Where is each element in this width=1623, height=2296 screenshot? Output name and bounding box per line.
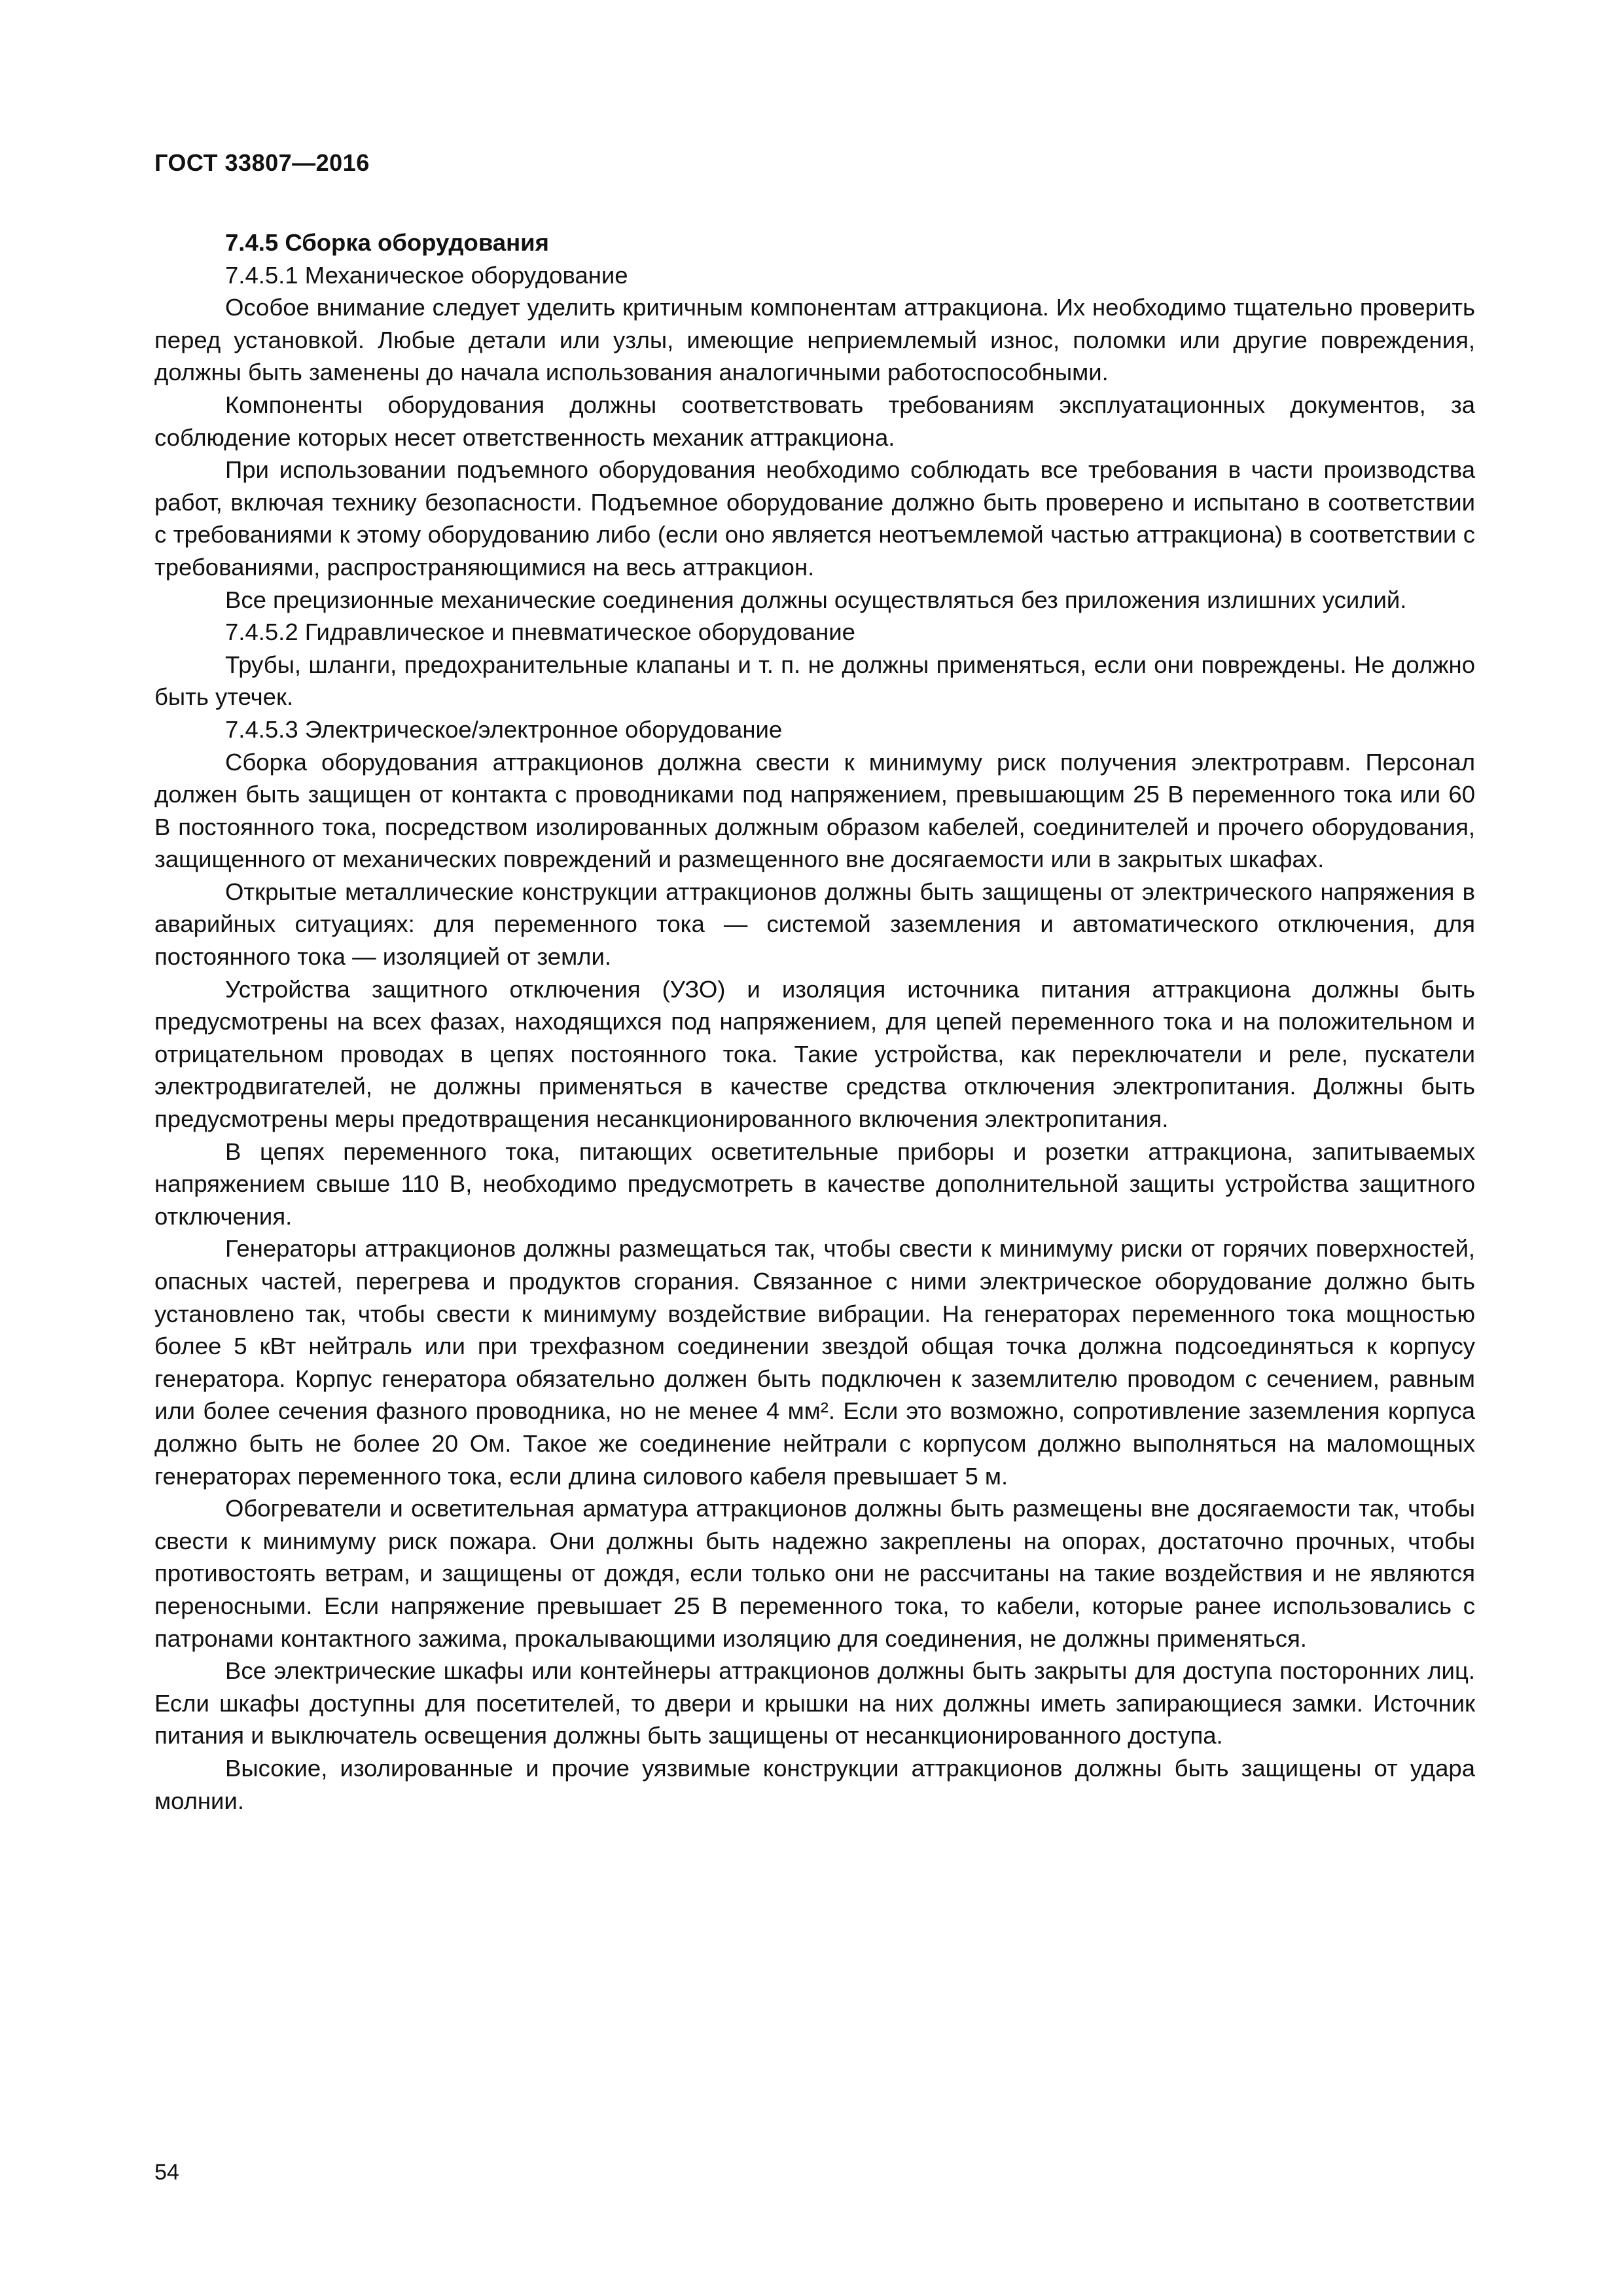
document-code-header: ГОСТ 33807—2016	[154, 149, 370, 176]
page-number: 54	[154, 2160, 179, 2185]
paragraph: При использовании подъемного оборудования необходимо соблюдать все требования в части производства работ, включая технику безопасности. Подъемное оборудование должно быть проверено и испытано в соответствии с требованиями к этому оборудованию либо (если оно является неотъемлемой частью аттракциона) в соответствии с требованиями, распространяющимися на весь аттракцион.	[154, 456, 1475, 581]
page-body	[154, 226, 1475, 1817]
subsection-heading-hydraulic: 7.4.5.2 Гидравлическое и пневматическое оборудование	[225, 619, 855, 646]
paragraph: Трубы, шланги, предохранительные клапаны и т. п. не должны применяться, если они повреждены. Не должно быть утечек.	[154, 651, 1475, 711]
subsection-heading-mechanical: 7.4.5.1 Механическое оборудование	[225, 261, 628, 289]
paragraph: Устройства защитного отключения (УЗО) и изоляция источника питания аттракциона должны быть предусмотрены на всех фазах, находящихся под напряжением, для цепей переменного тока и на положительном и отрицательном проводах в цепях постоянного тока. Такие устройства, как переключатели и реле, пускатели электродвигателей, не должны применяться в качестве средства отключения электропитания. Должны быть предусмотрены меры предотвращения несанкционированного включения электропитания.	[154, 975, 1475, 1133]
paragraph: В цепях переменного тока, питающих осветительные приборы и розетки аттракциона, запитываемых напряжением свыше 110 В, необходимо предусмотреть в качестве дополнительной защиты устройства защитного отключения.	[154, 1138, 1475, 1230]
paragraph: Все прецизионные механические соединения должны осуществляться без приложения излишних усилий.	[225, 586, 1407, 613]
paragraph: Все электрические шкафы или контейнеры аттракционов должны быть закрыты для доступа посторонних лиц. Если шкафы доступны для посетителей, то двери и крышки на них должны иметь запирающиеся замки. Источник питания и выключатель освещения должны быть защищены от несанкционированного доступа.	[154, 1657, 1475, 1749]
paragraph: Сборка оборудования аттракционов должна свести к минимуму риск получения электротравм. Персонал должен быть защищен от контакта с проводниками под напряжением, превышающим 25 В переменного тока или 60 В постоянного тока, посредством изолированных должным образом кабелей, соединителей и прочего оборудования, защищенного от механических повреждений и размещенного вне досягаемости или в закрытых шкафах.	[154, 748, 1475, 873]
paragraph: Генераторы аттракционов должны размещаться так, чтобы свести к минимуму риски от горячих поверхностей, опасных частей, перегрева и продуктов сгорания. Связанное с ними электрическое оборудование должно быть установлено так, чтобы свести к минимуму воздействие вибрации. На генераторах переменного тока мощностью более 5 кВт нейтраль или при трехфазном соединении звездой общая точка должна подсоединяться к корпусу генератора. Корпус генератора обязательно должен быть подключен к заземлителю проводом с сечением, равным или более сечения фазного проводника, но не менее 4 мм². Если это возможно, сопротивление заземления корпуса должно быть не более 20 Ом. Такое же соединение нейтрали с корпусом должно выполняться на маломощных генераторах переменного тока, если длина силового кабеля превышает 5 м.	[154, 1235, 1475, 1490]
paragraph: Особое внимание следует уделить критичным компонентам аттракциона. Их необходимо тщательно проверить перед установкой. Любые детали или узлы, имеющие неприемлемый износ, поломки или другие повреждения, должны быть заменены до начала использования аналогичными работоспособными.	[154, 294, 1475, 386]
paragraph: Компоненты оборудования должны соответствовать требованиям эксплуатационных документов, за соблюдение которых несет ответственность механик аттракциона.	[154, 391, 1475, 451]
paragraph: Обогреватели и осветительная арматура аттракционов должны быть размещены вне досягаемости так, чтобы свести к минимуму риск пожара. Они должны быть надежно закреплены на опорах, достаточно прочных, чтобы противостоять ветрам, и защищены от дождя, если только они не рассчитаны на такие воздействия и не являются переносными. Если напряжение превышает 25 В переменного тока, то кабели, которые ранее использовались с патронами контактного зажима, прокалывающими изоляцию для соединения, не должны применяться.	[154, 1495, 1475, 1652]
subsection-heading-electrical: 7.4.5.3 Электрическое/электронное оборудование	[225, 715, 783, 743]
section-heading: 7.4.5 Сборка оборудования	[225, 229, 549, 256]
paragraph: Открытые металлические конструкции аттракционов должны быть защищены от электрического напряжения в аварийных ситуациях: для переменного тока — системой заземления и автоматического отключения, для постоянного тока — изоляцией от земли.	[154, 878, 1475, 971]
paragraph: Высокие, изолированные и прочие уязвимые конструкции аттракционов должны быть защищены от удара молнии.	[154, 1754, 1475, 1814]
